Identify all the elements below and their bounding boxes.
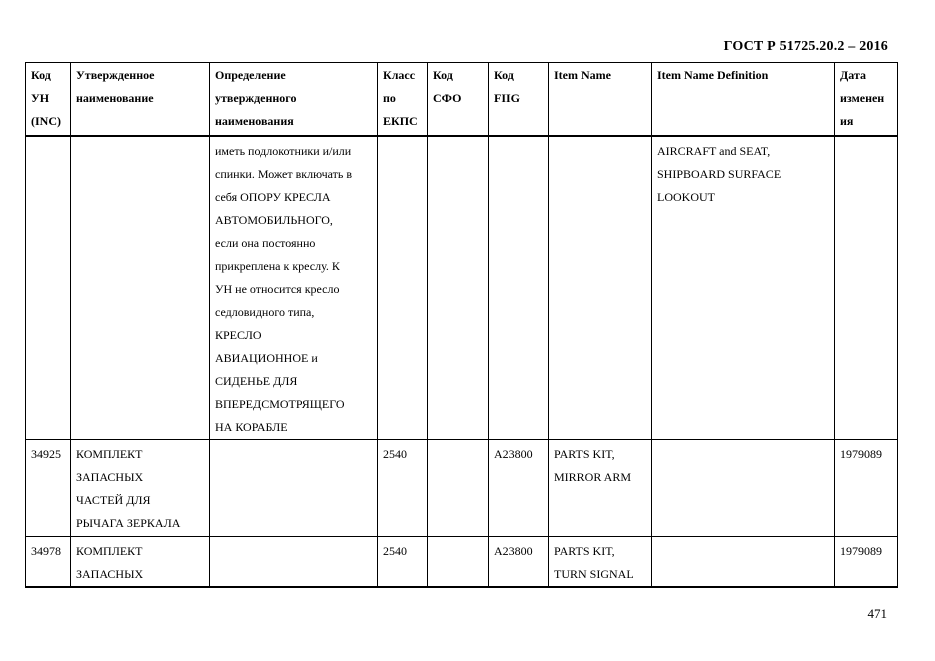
header-sfo-code: Код СФО: [428, 63, 489, 136]
cell-item-name: PARTS KIT, MIRROR ARM: [549, 439, 652, 536]
table-header-row: [26, 63, 898, 136]
cell-item-name: PARTS KIT, TURN SIGNAL: [549, 536, 652, 587]
cell-item-name-definition: [652, 439, 835, 536]
header-approved-name: Утвержденное наименование: [71, 63, 210, 136]
cell-fiig-code: A23800: [489, 439, 549, 536]
cell-approved-name: КОМПЛЕКТ ЗАПАСНЫХ ЧАСТЕЙ ДЛЯ РЫЧАГА ЗЕРКАЛА: [71, 439, 210, 536]
cell-inc: [26, 136, 71, 440]
cell-ekps-class: [378, 136, 428, 440]
header-definition: Определение утвержденного наименования: [210, 63, 378, 136]
cell-approved-name: [71, 136, 210, 440]
cell-definition: [210, 439, 378, 536]
cell-change-date: 1979089: [835, 536, 898, 587]
cell-inc: 34925: [26, 439, 71, 536]
table-row: [26, 536, 898, 587]
header-item-name-definition: Item Name Definition: [652, 63, 835, 136]
header-item-name: Item Name: [549, 63, 652, 136]
cell-fiig-code: A23800: [489, 536, 549, 587]
table-row: [26, 136, 898, 440]
cell-change-date: [835, 136, 898, 440]
cell-inc: 34978: [26, 536, 71, 587]
table-row: [26, 439, 898, 536]
header-change-date: Дата изменен ия: [835, 63, 898, 136]
header-inc: Код УН (INC): [26, 63, 71, 136]
cell-approved-name: КОМПЛЕКТ ЗАПАСНЫХ: [71, 536, 210, 587]
header-ekps-class: Класс по ЕКПС: [378, 63, 428, 136]
cell-sfo-code: [428, 536, 489, 587]
cell-item-name: [549, 136, 652, 440]
cell-definition: иметь подлокотники и/или спинки. Может включать в себя ОПОРУ КРЕСЛА АВТОМОБИЛЬНОГО, если она постоянно прикреплена к креслу. К УН не относится кресло седловидного типа, КРЕСЛО АВИАЦИОННОЕ и СИДЕНЬЕ ДЛЯ ВПЕРЕДСМОТРЯЩЕГО НА КОРАБЛЕ: [210, 136, 378, 440]
cell-change-date: 1979089: [835, 439, 898, 536]
cell-ekps-class: 2540: [378, 536, 428, 587]
cell-definition: [210, 536, 378, 587]
classifier-table: [25, 62, 898, 588]
cell-ekps-class: 2540: [378, 439, 428, 536]
page-number: 471: [867, 606, 887, 621]
document-header: ГОСТ Р 51725.20.2 – 2016: [723, 39, 888, 54]
cell-sfo-code: [428, 136, 489, 440]
cell-fiig-code: [489, 136, 549, 440]
header-fiig-code: Код FIIG: [489, 63, 549, 136]
cell-item-name-definition: AIRCRAFT and SEAT, SHIPBOARD SURFACE LOOKOUT: [652, 136, 835, 440]
cell-item-name-definition: [652, 536, 835, 587]
cell-sfo-code: [428, 439, 489, 536]
